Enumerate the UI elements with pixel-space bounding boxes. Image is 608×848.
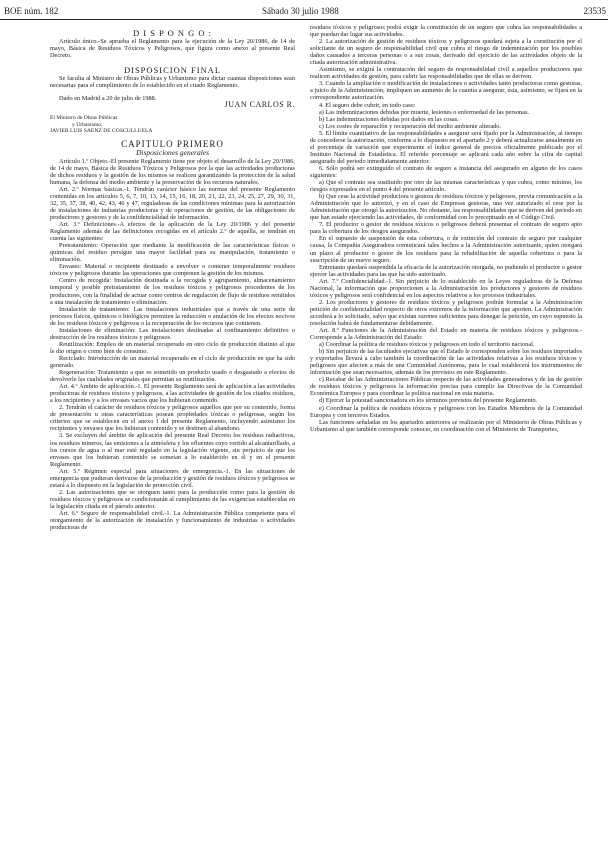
king-signature: JUAN CARLOS R. xyxy=(224,100,295,110)
right-paragraph: e) Coordinar la política de residuos tóxicos y peligrosos con los Estados Miembros de la Comunidad Europea y con terceros Estados. xyxy=(310,404,582,419)
left-paragraph: Reciclado: Introducción de un material recuperado en el ciclo de producción en que ha sido generado. xyxy=(50,354,295,369)
journal-issue: BOE núm. 182 xyxy=(4,6,59,16)
page-header xyxy=(0,6,608,16)
left-paragraph: 3. Se excluyen del ámbito de aplicación del presente Real Decreto los residuos radiactivos, los residuos mineros, las emisiones a la atmósfera y los efluentes cuyo vertido al alcantarillado, a los cursos de agua o al mar esté regulado en la legislación vigente, sin perjuicio de que los envases que los hubieran contenido se sometan a lo establecido en él y en el presente Reglamento. xyxy=(50,432,295,468)
right-paragraph: a) Que el contrato sea sustituido por otro de las mismas características y que cubra, como mínimo, los riesgos expresados en el punto 4 del presente artículo. xyxy=(310,179,582,194)
left-paragraph: 2. Tendrán el carácter de residuos tóxicos y peligrosos aquellos que por su contenido, forma de presentación u otras características posean propiedades tóxicas o peligrosas, según los criterios que se establecen en el anexo I del presente Reglamento, incluyendo asimismo los recipientes y envases que los hubieran contenido y se destinen al abandono. xyxy=(50,404,295,433)
left-paragraph: Art. 3.º Definiciones.-A efectos de la aplicación de la Ley 20/1986 y del presente Reglamento además de las definiciones recogidas en el artículo 2.º de aquélla, se tendrán en cuenta las siguientes: xyxy=(50,221,295,243)
chapter-heading: CAPITULO PRIMERO xyxy=(121,138,224,149)
right-paragraph: 5. El límite cuantitativo de las responsabilidades a asegurar será fijado por la Administración, al tiempo de concederse la autorización, conforme a lo dispuesto en el apartado 2 y deberá actualizarse anualmente en el porcentaje de variación que experimente el índice general de precios oficialmente publicado por el Instituto Nacional de Estadística. El referido porcentaje se aplicará cada año sobre la cifra de capital asegurado del período inmediatamente anterior. xyxy=(310,129,582,165)
page-number: 23535 xyxy=(583,6,606,16)
right-paragraph: b) Las indemnizaciones debidas por daños en las cosas. xyxy=(319,115,459,123)
left-column xyxy=(50,24,295,531)
right-column xyxy=(310,24,582,433)
left-paragraph: Art. 6.º Seguro de responsabilidad civil.-1. La Administración Pública competente para el otorgamiento de la autorización de instalación y funcionamiento de industrias o actividades productoras de xyxy=(50,509,295,532)
right-paragraph: Entretanto quedará suspendida la eficacia de la autorización otorgada, no pudiendo el productor o gestor ejercer las actividades para las que ha sido autorizado. xyxy=(310,263,582,278)
left-paragraph: Pretratamiento: Operación que mediante la modificación de las características físicas o químicas del residuo persigue una mayor facilidad para su manipulación, tratamiento o eliminación. xyxy=(50,242,295,264)
final-provision-text: Se faculta al Ministro de Obras Públicas y Urbanismo para dictar cuantas disposiciones sean necesarias para el cumplimiento de lo establecido en el citado Reglamento. xyxy=(50,75,295,90)
left-paragraph: Art. 5.º Régimen especial para situaciones de emergencia.-1. En las situaciones de emergencia que pudieran derivarse de la producción y gestión de residuos tóxicos y peligrosos se estará a lo dispuesto en la legislación de protección civil. xyxy=(50,467,295,489)
dispongo-heading: D I S P O N G O : xyxy=(132,28,213,38)
left-paragraph: Artículo 1.º Objeto.-El presente Reglamento tiene por objeto el desarrollo de la Ley 20/1986, de 14 de mayo, Básica de Residuos Tóxicos y Peligrosos por la que las actividades productoras de dichos residuos y la gestión de los mismos se realicen garantizando la protección de la salud humana, la defensa del medio ambiente y la preservación de los recursos naturales. xyxy=(50,157,295,186)
right-paragraph: b) Sin perjuicio de las facultades ejecutivas que el Estado le corresponden sobre los residuos importados y exportados llevará a cabo también la coordinación de las actividades relativas a los residuos tóxicos y peligrosos que afecten a más de una Comunidad Autónoma, para lo cual establecerá los instrumentos de información que sean necesarios, además de los previstos en este Reglamento. xyxy=(310,348,582,377)
right-paragraph: Art. 7.º Confidencialidad.-1. Sin perjuicio de lo establecido en la Leyes reguladoras de la Defensa Nacional, la información que proporcionen a la Administración los productores y gestores de residuos tóxicos y peligrosos será confidencial en los aspectos relativos a los procesos industriales. xyxy=(310,277,582,299)
right-paragraph: Art. 8.º Funciones de la Administración del Estado en materia de residuos tóxicos y peligrosos.-Corresponde a la Administración del Estado: xyxy=(310,327,582,342)
left-paragraph: Instalación de tratamiento: Las instalaciones industriales que a través de una serie de procesos físicos, químicos o biológicos permiten la reducción o anulación de los efectos nocivos de los residuos tóxicos y peligrosos o la recuperación de los recursos que contienen. xyxy=(50,305,295,327)
right-articles xyxy=(310,24,582,433)
right-paragraph: d) Ejercer la potestad sancionadora en los términos previstos del presente Reglamento. xyxy=(319,397,538,405)
right-paragraph: c) Recabar de las Administraciones Públicas respecto de las actividades generadoras y de las de gestión de residuos tóxicos y peligrosos la información precisa para cumplir las Directivas de la Comunidad Económica Europea y para coordinar la política nacional en esta materia. xyxy=(310,376,582,398)
right-paragraph: Asimismo, se exigirá la contratación del seguro de responsabilidad civil a aquellos productores que realicen actividades de gestión, para cubrir las responsabilidades que de ellas se deriven. xyxy=(310,66,582,81)
left-paragraph: Envases: Material o recipiente destinado a envolver o contener temporalmente residuos tóxicos y peligrosos durante las operaciones que componen la gestión de los mismos. xyxy=(50,263,295,278)
left-paragraph: 2. Las autorizaciones que se otorguen tanto para la producción como para la gestión de residuos tóxicos y peligrosos se condicionarán al cumplimiento de las exigencias establecidas en la legislación citada en el párrafo anterior. xyxy=(50,488,295,510)
right-paragraph: 6. Sólo podrá ser extinguido el contrato de seguro a instancia del asegurado en alguno de los casos siguientes: xyxy=(310,164,582,179)
right-paragraph: 4. El seguro debe cubrir, en todo caso: xyxy=(319,101,416,109)
left-articles xyxy=(50,158,295,531)
right-paragraph: a) Coordinar la política de residuos tóxicos y peligrosos en todo el territorio nacional. xyxy=(319,341,535,349)
right-paragraph: c) Los costes de reparación y recuperación del medio ambiente alterado. xyxy=(319,122,502,130)
minister-line-1: El Ministro de Obras Públicas xyxy=(50,115,118,122)
left-paragraph: Art. 4.º Ámbito de aplicación.-1. El presente Reglamento será de aplicación a las actividades productoras de residuos tóxicos y peligrosos, a las actividades de gestión de los citados residuos, a los recipientes y a los envases vacíos que los hubieran contenido. xyxy=(50,383,295,405)
article-unico: Artículo único.-Se aprueba el Reglamento para la ejecución de la Ley 20/1986, de 14 de mayo, Básica de Residuos Tóxicos y Peligrosos, que figura como anexo al presente Real Decreto. xyxy=(50,38,295,60)
right-paragraph: b) Que cese la actividad productora o gestora de residuos tóxicos y peligrosos, previa comunicación a la Administración que lo autorizó, y en el caso de Empresas gestoras, una vez autorizado el cese por la Administración que otorgó la autorización. No obstante, las responsabilidades que se deriven del periodo en que han estado ejerciendo las actividades, de conformidad con lo preceptuado en el Código Civil. xyxy=(310,193,582,222)
right-paragraph: residuos tóxicos y peligrosos podrá exigir la constitución de un seguro que cubra las responsabilidades a que puedan dar lugar sus actividades. xyxy=(310,24,582,39)
left-paragraph: Regeneración: Tratamiento a que es sometido un producto usado o desgastado a efectos de devolverle las cualidades originales que permitan su reutilización. xyxy=(50,369,295,384)
right-paragraph: a) Las indemnizaciones debidas por muerte, lesiones o enfermedad de las personas. xyxy=(319,108,529,116)
minister-line-2: y Urbanismo, xyxy=(72,121,103,128)
left-paragraph: Centro de recogida: Instalación destinada a la recogida y agrupamiento, almacenamiento temporal y posible pretratamiento de los residuos tóxicos y peligrosos procedentes de los productores, con la finalidad de actuar como centros de regulación de flujo de residuos remitidos a una instalación de tratamiento o eliminación. xyxy=(50,277,295,306)
chapter-subheading: Disposiciones generales xyxy=(135,147,210,157)
right-paragraph: 2. La autorización de gestión de residuos tóxicos y peligrosos quedará sujeta a la constitución por el solicitante de un seguro de responsabilidad civil que cubra el riesgo de indemnización por los posibles daños causados a terceras personas o a sus cosas, derivado del ejercicio de las actividades objeto de la citada autorización administrativa. xyxy=(310,38,582,67)
signing-date: Dado en Madrid a 20 de julio de 1988. xyxy=(59,95,157,103)
header-rule xyxy=(0,19,608,20)
left-paragraph: Instalaciones de eliminación: Las instalaciones destinadas al confinamiento definitivo o destrucción de los residuos tóxicos y peligrosos. xyxy=(50,326,295,341)
issue-date: Sábado 30 julio 1988 xyxy=(262,6,339,16)
right-paragraph: 2. Los productores y gestores de residuos tóxicos y peligrosos podrán formular a la Administración petición de confidencialidad respecto de otros extremos de la información que aporten. La Administración accederá a lo solicitado, salvo que existan razones suficientes para denegar la petición, en cuyo supuesto la resolución habrá de fundamentarse debidamente. xyxy=(310,298,582,327)
disposicion-final-heading: DISPOSICION FINAL xyxy=(123,65,222,76)
right-paragraph: 3. Cuando la ampliación o modificación de instalaciones o actividades tanto productoras como gestoras, a juicio de la Administración, impliquen un aumento de la cuantía a asegurar, ésta, asimismo, se fijará en la correspondiente autorización. xyxy=(310,80,582,102)
right-paragraph: Las funciones señaladas en los apartados anteriores se realizarán por el Ministerio de Obras Públicas y Urbanismo al que también corresponde conocer, en coordinación con el Ministerio de Transportes, xyxy=(310,418,582,433)
left-paragraph: Reutilización: Empleo de un material recuperado en otro ciclo de producción distinto al que le dio origen o como bien de consumo. xyxy=(50,340,295,355)
left-paragraph: Art. 2.º Normas básicas.-1. Tendrán carácter básico las normas del presente Reglamento contenidas en los artículos 5, 6, 7, 10, 13, 14, 15, 16, 18, 20, 21, 22, 23, 24, 25, 27, 29, 30, 31, 32, 35, 37, 38, 40, 42, 43, 46 y 47, reguladoras de las condiciones mínimas para la autorización de instalaciones de industrias productoras y de operaciones de gestión, de las obligaciones de productores y gestores y de la confidencialidad de información. xyxy=(50,185,295,222)
right-paragraph: En el supuesto de suspensión de esta cobertura, o de extinción del contrato de seguro por cualquier causa, la Compañía Aseguradora comunicará tales hechos a la Administración autorizante, quien otorgará un plazo al productor o gestor de los residuos para la rehabilitación de aquella cobertura o para la suscripción de un nuevo seguro. xyxy=(310,235,582,264)
minister-name: JAVIER LUIS SAENZ DE COSCULLUELA xyxy=(50,128,153,135)
right-paragraph: 7. El productor o gestor de residuos tóxicos o peligrosos deberá presentar el contrato de seguro apto para la cobertura de los riesgos asegurados. xyxy=(310,221,582,236)
